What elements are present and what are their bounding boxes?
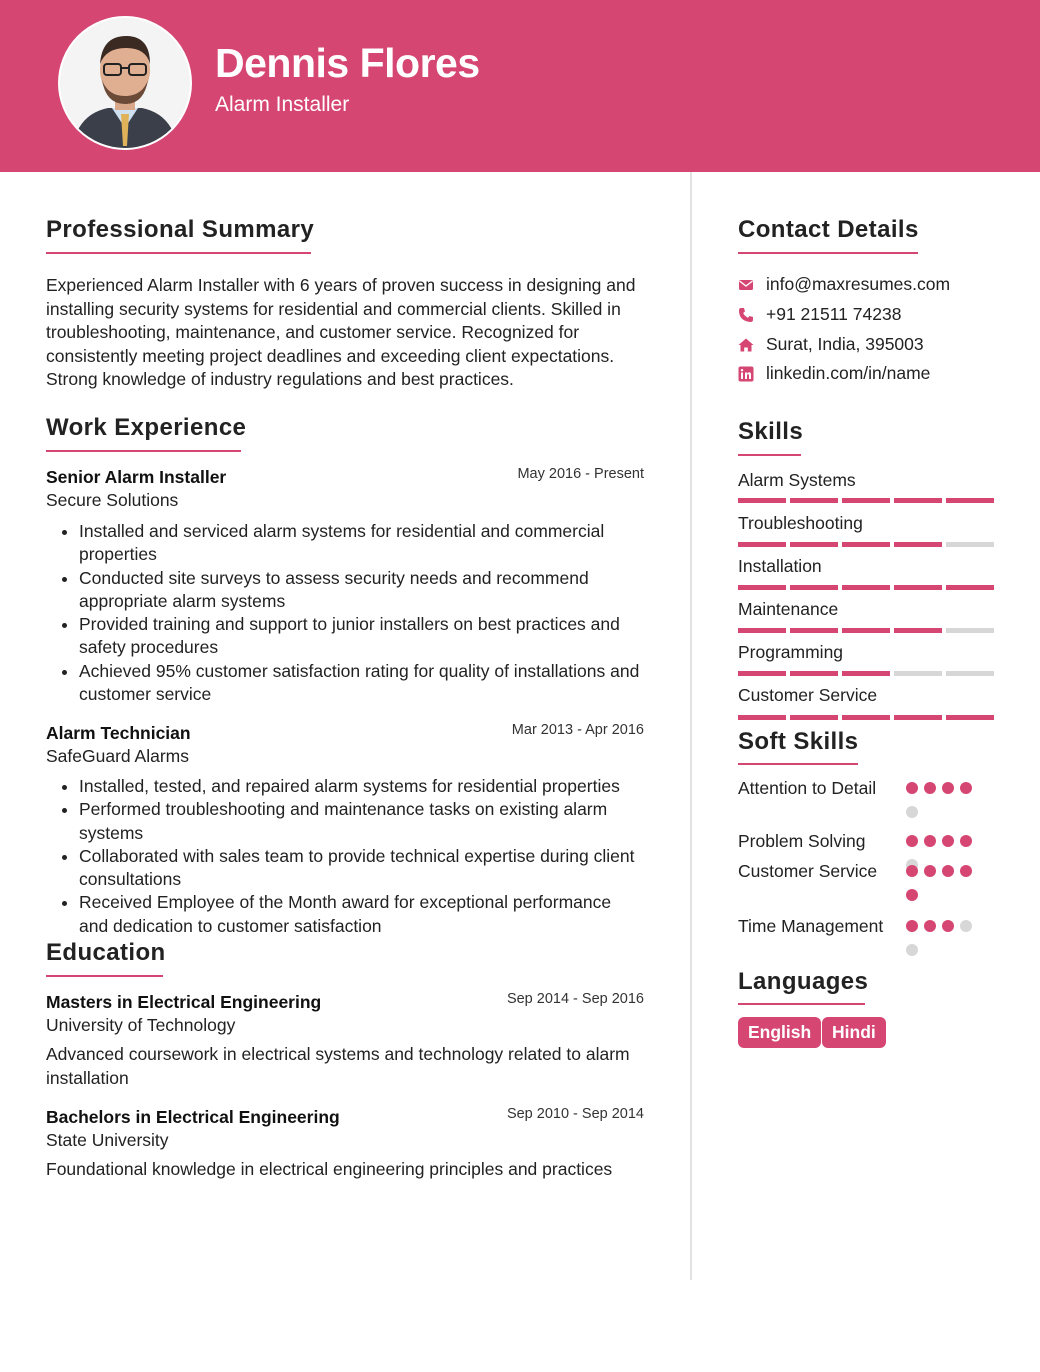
school-name: University of Technology [46,1015,236,1035]
skill-bar-segment [738,628,786,633]
degree-dates: Sep 2014 - Sep 2016 [506,991,644,1007]
language-badge: Hindi [822,1017,886,1048]
rating-dot [960,835,972,847]
soft-skill-name: Customer Service [738,861,878,881]
rating-dot [960,782,972,794]
job-company: SafeGuard Alarms [46,746,189,766]
skill-bar-segment [790,715,838,720]
language-badge: English [738,1017,821,1048]
list-item: • Achieved 95% customer satisfaction rating for quality of installations and customer service [79,660,643,707]
degree-title: Bachelors in Electrical Engineering [46,1107,340,1127]
skill-bar [738,498,994,503]
skill-name: Programming [738,642,844,662]
degree-title: Masters in Electrical Engineering [46,992,322,1012]
contact-underline [738,252,918,254]
rating-dot [924,782,936,794]
contact-phone-text: +91 21511 74238 [766,304,902,324]
skill-name: Troubleshooting [738,513,863,533]
rating-dot [942,835,954,847]
rating-dot [906,944,918,956]
rating-dot [942,782,954,794]
envelope-icon [738,277,754,293]
rating-dot [924,865,936,877]
skill-bar-segment [738,671,786,676]
skill-bar-segment [842,498,890,503]
skill-name: Alarm Systems [738,470,856,490]
skill-bar-segment [946,628,994,633]
skill-bar-segment [790,585,838,590]
job-bullets [46,520,643,706]
skill-bar-segment [738,498,786,503]
skill-bar-segment [738,542,786,547]
skill-bar [738,628,994,633]
soft-skill-name: Time Management [738,916,884,936]
contact-email-text: info@maxresumes.com [766,274,951,294]
job-company: Secure Solutions [46,490,179,510]
skill-bar-segment [946,715,994,720]
skill-bar-segment [790,628,838,633]
skills-underline [738,454,801,456]
skill-bar [738,715,994,720]
skill-bar [738,585,994,590]
skill-bar-segment [842,585,890,590]
job-title: Alarm Technician [46,723,191,743]
job-dates: Mar 2013 - Apr 2016 [511,722,644,738]
contact-address [738,334,994,356]
skill-bar-segment [894,715,942,720]
rating-dot [924,835,936,847]
skill-name: Maintenance [738,599,839,619]
skill-bar-segment [946,498,994,503]
job-title: Senior Alarm Installer [46,467,227,487]
summary-text: Experienced Alarm Installer with 6 years of proven success in designing and installing security systems for residential and commercial clients. Skilled in troubleshooting, maintenance, and customer service. Recognized for consistently meeting project deadlines and exceeding client expectations. Strong knowledge of industry regulations and best practices. [46,275,636,389]
skill-bar-segment [946,542,994,547]
skill-bar-segment [842,715,890,720]
rating-dot [906,889,918,901]
candidate-name: Dennis Flores [215,40,480,86]
rating-dot [906,920,918,932]
rating-dot [942,920,954,932]
skill-bar-segment [738,715,786,720]
skill-bar-segment [946,585,994,590]
phone-icon [738,307,754,323]
job-dates: May 2016 - Present [517,466,644,482]
home-icon [738,337,754,353]
skill-bar-segment [842,628,890,633]
job-bullets [46,775,643,938]
profile-photo [58,16,192,150]
work-heading: Work Experience [46,414,247,441]
rating-dot [906,835,918,847]
school-name: State University [46,1130,169,1150]
skill-bar-segment [894,671,942,676]
skill-bar-segment [894,585,942,590]
rating-dot [906,782,918,794]
skill-name: Customer Service [738,685,878,705]
list-item: • Installed and serviced alarm systems for residential and commercial properties [79,520,643,567]
skill-bar-segment [894,628,942,633]
contact-address-text: Surat, India, 395003 [766,334,924,354]
linkedin-icon [738,366,754,382]
languages-heading: Languages [738,968,869,995]
rating-dot [942,865,954,877]
soft-skill-dots [906,782,986,822]
column-divider [690,172,692,1280]
candidate-title: Alarm Installer [215,93,350,116]
contact-phone[interactable] [738,304,994,326]
rating-dot [924,920,936,932]
work-underline [46,450,241,452]
skill-name: Installation [738,556,822,576]
soft-skill-name: Problem Solving [738,831,866,851]
list-item: • Provided training and support to junior installers on best practices and safety procedures [79,613,643,660]
education-heading: Education [46,939,166,966]
rating-dot [960,920,972,932]
soft-skills-underline [738,763,858,765]
contact-heading: Contact Details [738,216,919,243]
header-banner [0,0,1040,172]
list-item: • Conducted site surveys to assess security needs and recommend appropriate alarm systems [79,567,643,614]
degree-dates: Sep 2010 - Sep 2014 [506,1106,644,1122]
skill-bar-segment [790,671,838,676]
skill-bar-segment [738,585,786,590]
contact-email[interactable] [738,274,994,296]
rating-dot [960,865,972,877]
summary-heading: Professional Summary [46,216,315,243]
skill-bar-segment [790,542,838,547]
skill-bar-segment [894,542,942,547]
degree-description: Foundational knowledge in electrical engineering principles and practices [46,1159,613,1179]
rating-dot [906,865,918,877]
languages-list [738,1017,994,1049]
soft-skill-dots [906,920,986,960]
skill-bar [738,671,994,676]
rating-dot [906,806,918,818]
profile-portrait-icon [60,18,190,148]
list-item: • Installed, tested, and repaired alarm systems for residential properties [79,775,643,798]
skill-bar [738,542,994,547]
skill-bar-segment [842,542,890,547]
skill-bar-segment [894,498,942,503]
skill-bar-segment [790,498,838,503]
degree-description: Advanced coursework in electrical systems and technology related to alarm installation [46,1044,630,1088]
education-underline [46,975,163,977]
summary-underline [46,252,311,254]
list-item: • Collaborated with sales team to provide technical expertise during client consultations [79,845,643,892]
soft-skill-dots [906,865,986,905]
soft-skills-heading: Soft Skills [738,728,859,755]
soft-skill-name: Attention to Detail [738,778,877,798]
list-item: • Received Employee of the Month award for exceptional performance and dedication to customer satisfaction [79,891,643,938]
languages-underline [738,1003,865,1005]
skill-bar-segment [946,671,994,676]
skills-heading: Skills [738,418,804,445]
skill-bar-segment [842,671,890,676]
contact-linkedin-text: linkedin.com/in/name [766,363,931,383]
contact-linkedin[interactable] [738,363,994,385]
list-item: • Performed troubleshooting and maintenance tasks on existing alarm systems [79,798,643,845]
